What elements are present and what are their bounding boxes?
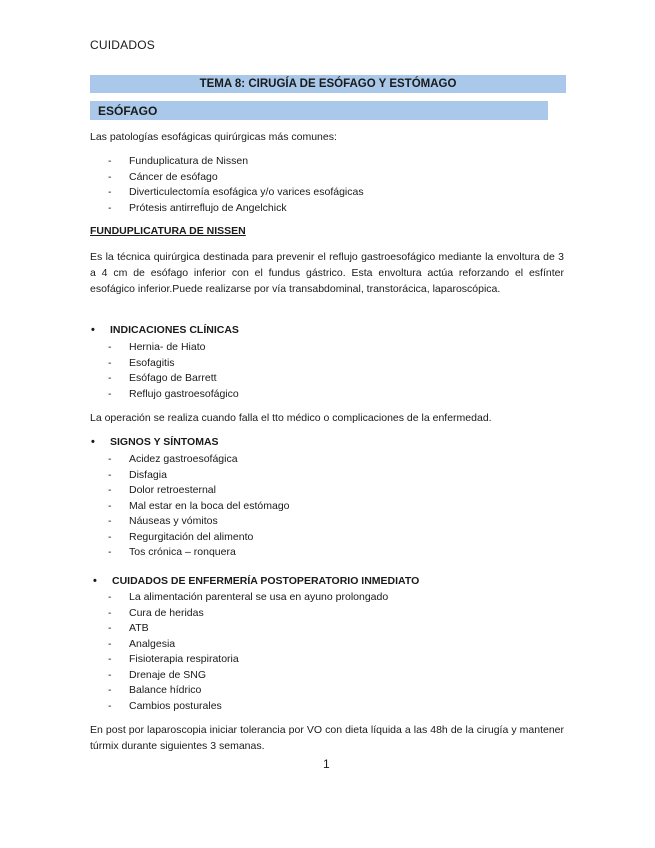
nissen-description: Es la técnica quirúrgica destinada para prevenir el reflujo gastroesofágico mediante la envoltura de 3 a 4 cm de esófago inferior con el fundus gástrico. Esta envoltura actúa reforzando el esfínter esofágico inferior.Puede realizarse por vía transabdominal, transtorácica, laparoscópica. [90, 251, 564, 295]
indications-note: La operación se realiza cuando falla el tto médico o complicaciones de la enfermedad. [90, 412, 492, 424]
list-item: - Náuseas y vómitos [108, 515, 218, 527]
bullet-icon: • [91, 324, 95, 336]
list-item: - Regurgitación del alimento [108, 530, 254, 543]
section-title: ESÓFAGO [90, 101, 548, 120]
nissen-heading: FUNDUPLICATURA DE NISSEN [90, 225, 246, 237]
list-item: - Analgesia [108, 637, 176, 650]
list-item: - Diverticulectomía esofágica y/o varices esofágicas [108, 186, 364, 198]
list-item: - Balance hídrico [108, 684, 202, 696]
list-item: - Dolor retroesternal [108, 484, 216, 496]
indications-list [108, 340, 239, 402]
indications-heading: • INDICACIONES CLÍNICAS [91, 324, 239, 336]
list-item: - Cura de heridas [108, 606, 204, 619]
list-item: - Hernia- de Hiato [108, 341, 206, 353]
list-item: - Esofagitis [108, 356, 175, 369]
list-item: - Funduplicatura de Nissen [108, 155, 249, 167]
list-item: - Fisioterapia respiratoria [108, 653, 239, 665]
chapter-title: TEMA 8: CIRUGÍA DE ESÓFAGO Y ESTÓMAGO [90, 75, 566, 93]
pathologies-list [108, 154, 364, 216]
list-item: - Cáncer de esófago [108, 170, 218, 183]
intro-text: Las patologías esofágicas quirúrgicas más comunes: [90, 131, 337, 143]
list-item: - Cambios posturales [108, 699, 222, 712]
list-item: - Acidez gastroesofágica [108, 453, 238, 465]
list-item: - Drenaje de SNG [108, 668, 207, 681]
list-item: - Esófago de Barrett [108, 372, 217, 384]
list-item: - Tos crónica – ronquera [108, 546, 236, 558]
list-item: - ATB [108, 622, 149, 634]
list-item: - La alimentación parenteral se usa en ayuno prolongado [108, 591, 389, 603]
list-item: - Reflujo gastroesofágico [108, 387, 239, 400]
list-item: - Mal estar en la boca del estómago [108, 499, 290, 512]
bullet-icon: • [91, 436, 95, 448]
bullet-icon: • [93, 575, 97, 587]
care-note: En post por laparoscopia iniciar tolerancia por VO con dieta líquida a las 48h de la cirugía y mantener túrmix durante siguientes 3 semanas. [90, 724, 564, 752]
care-heading: • CUIDADOS DE ENFERMERÍA POSTOPERATORIO INMEDIATO [93, 575, 420, 587]
list-item: - Disfagia [108, 468, 167, 481]
page-number: 1 [323, 757, 330, 771]
list-item: - Prótesis antirreflujo de Angelchick [108, 201, 287, 214]
symptoms-list [108, 452, 290, 561]
symptoms-heading: • SIGNOS Y SÍNTOMAS [91, 436, 219, 448]
care-list [108, 590, 388, 714]
page-header: CUIDADOS [90, 38, 155, 52]
